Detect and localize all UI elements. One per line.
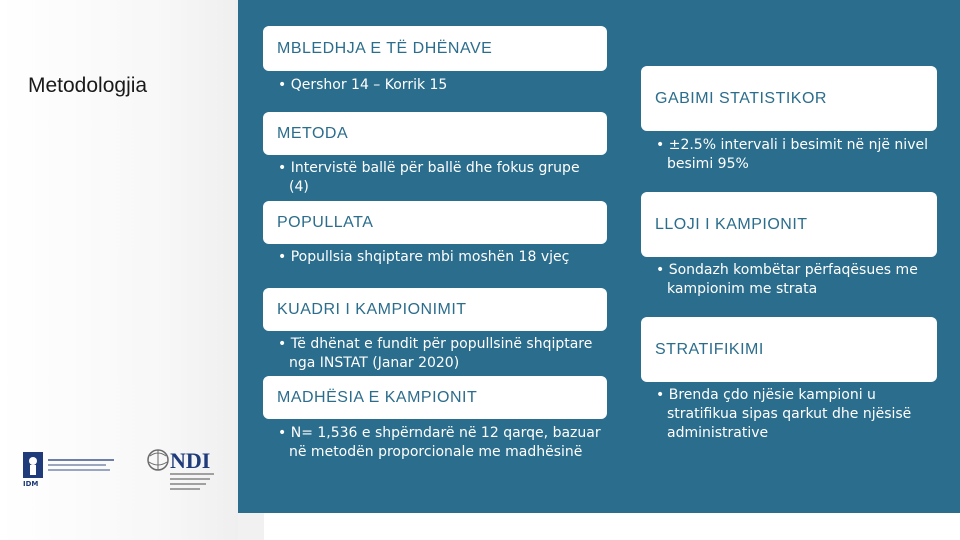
bottom-strip xyxy=(238,513,960,540)
bullet-statistical-error: • ±2.5% intervali i besimit në një nivel besimi 95% xyxy=(653,136,947,174)
heading-stratification: STRATIFIKIMI xyxy=(641,317,937,382)
heading-sample-type: LLOJI I KAMPIONIT xyxy=(641,192,937,257)
heading-statistical-error: GABIMI STATISTIKOR xyxy=(641,66,937,131)
heading-sample-size: MADHËSIA E KAMPIONIT xyxy=(263,376,607,419)
bullet-method: • Intervistë ballë për ballë dhe fokus grupe (4) xyxy=(275,159,589,197)
heading-data-collection: MBLEDHJA E TË DHËNAVE xyxy=(263,26,607,71)
heading-population: POPULLATA xyxy=(263,201,607,244)
bullet-sampling-frame: • Të dhënat e fundit për popullsinë shqiptare nga INSTAT (Janar 2020) xyxy=(275,335,599,373)
bullet-sample-size: • N= 1,536 e shpërndarë në 12 qarqe, bazuar në metodën proporcionale me madhësinë xyxy=(275,424,609,462)
ndi-logo xyxy=(146,446,222,494)
bullet-population: • Popullsia shqiptare mbi moshën 18 vjeç xyxy=(275,248,589,267)
heading-method: METODA xyxy=(263,112,607,155)
ndi-logo-text: NDI xyxy=(170,448,211,473)
iom-logo xyxy=(20,450,120,488)
bullet-stratification: • Brenda çdo njësie kampioni u stratifikua sipas qarkut dhe njësisë administrative xyxy=(653,386,947,443)
heading-sampling-frame: KUADRI I KAMPIONIMIT xyxy=(263,288,607,331)
slide-title: Metodologjia xyxy=(28,74,148,97)
bullet-data-collection: • Qershor 14 – Korrik 15 xyxy=(275,76,609,95)
bullet-sample-type: • Sondazh kombëtar përfaqësues me kampionim me strata xyxy=(653,261,947,299)
iom-logo-text: IDM xyxy=(23,480,39,488)
